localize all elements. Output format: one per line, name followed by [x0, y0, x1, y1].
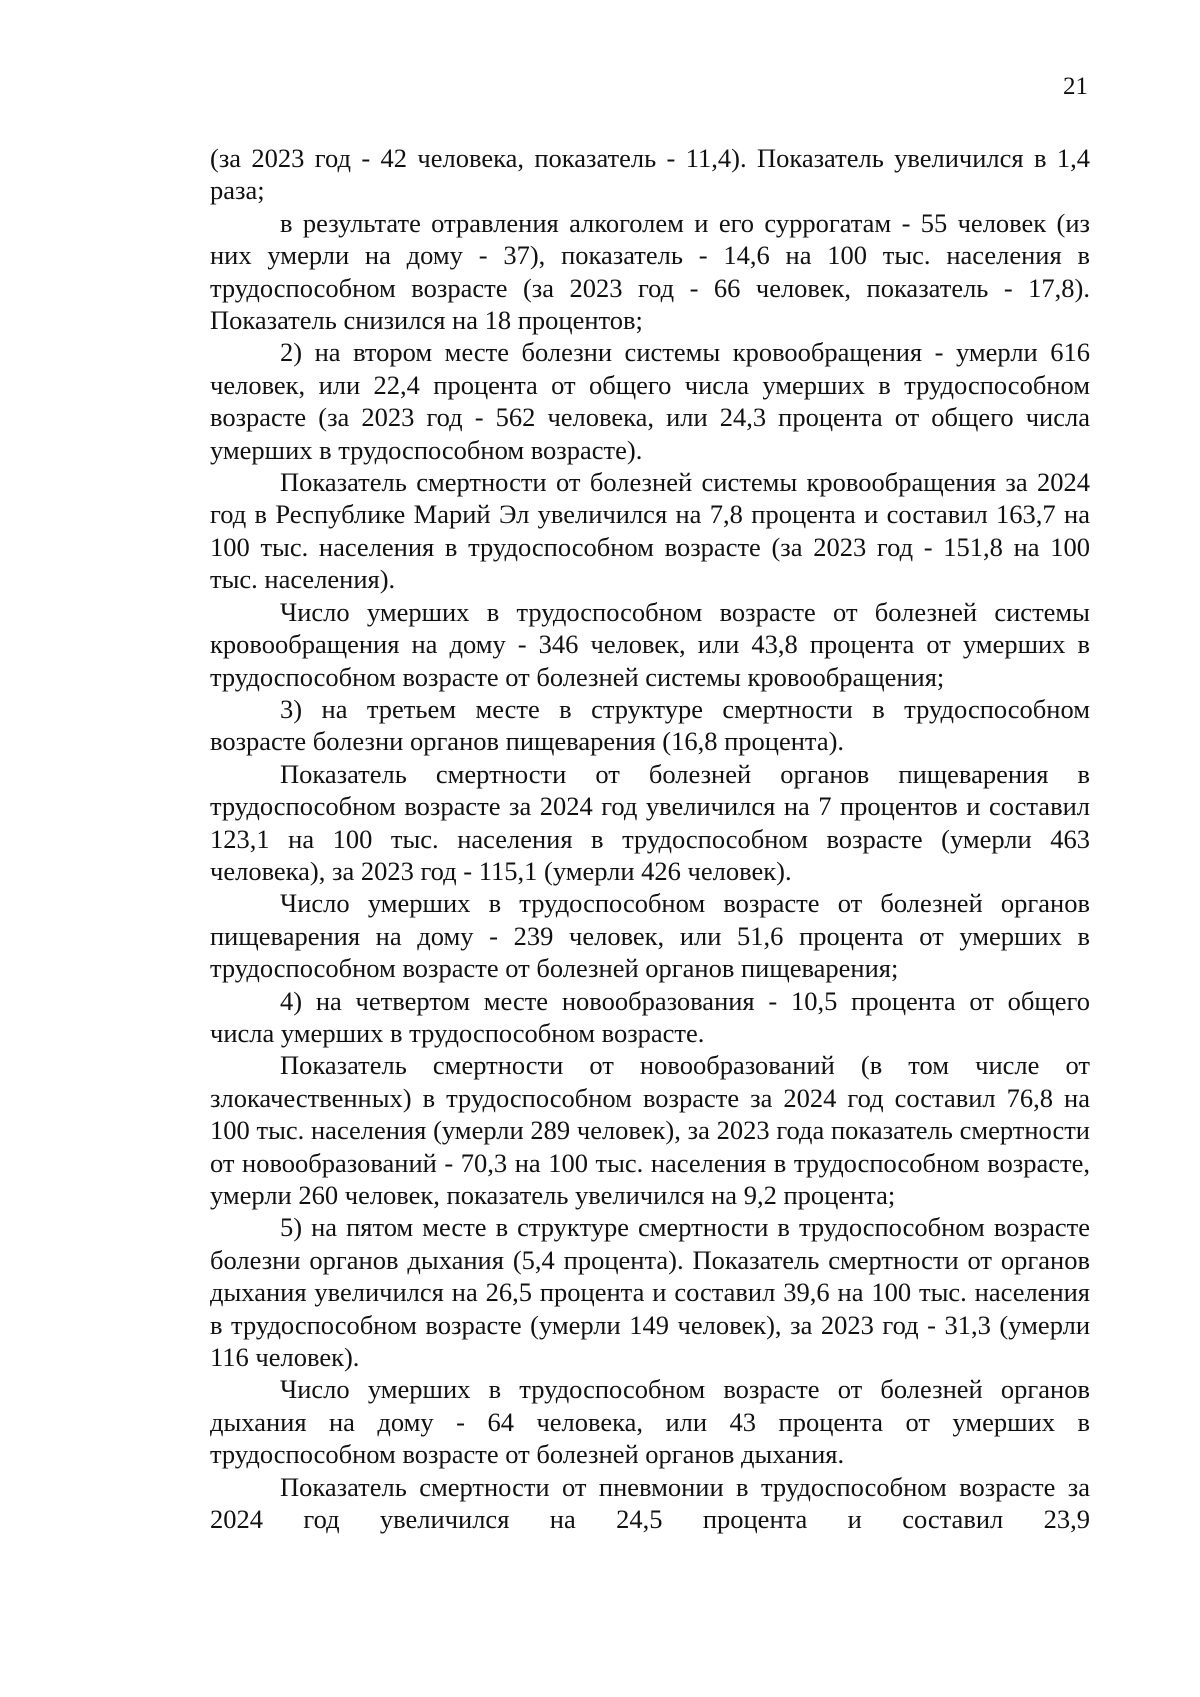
paragraph-11: 5) на пятом месте в структуре смертности в трудоспособном возрасте болезни органов дыхания (5,4 процента). Показатель смертности от органов дыхания увеличился на 26,5 процента и составил 39,6 на 100 тыс. населения в трудоспособном возрасте (умерли 149 человек), за 2023 год - 31,3 (умерли 116 человек). [210, 1212, 1090, 1373]
paragraph-1: (за 2023 год - 42 человека, показатель - 11,4). Показатель увеличился в 1,4 раза; [210, 143, 1090, 206]
paragraph-13: Показатель смертности от пневмонии в трудоспособном возрасте за 2024 год увеличился на 24,5 процента и составил 23,9 [210, 1471, 1090, 1535]
paragraph-10: Показатель смертности от новообразований (в том числе от злокачественных) в трудоспособном возрасте за 2024 год составил 76,8 на 100 тыс. населения (умерли 289 человек), за 2023 года показатель смертности от новообразований - 70,3 на 100 тыс. населения в трудоспособном возрасте, умерли 260 человек, показатель увеличился на 9,2 процента; [210, 1050, 1090, 1210]
paragraph-7: Показатель смертности от болезней органов пищеварения в трудоспособном возрасте за 2024 год увеличился на 7 процентов и составил 123,1 на 100 тыс. населения в трудоспособном возрасте (умерли 463 человека), за 2023 год - 115,1 (умерли 426 человек). [210, 758, 1090, 886]
paragraph-4: Показатель смертности от болезней системы кровообращения за 2024 год в Республике Марий Эл увеличился на 7,8 процента и составил 163,7 на 100 тыс. населения в трудоспособном возрасте (за 2023 год - 151,8 на 100 тыс. населения). [210, 467, 1090, 595]
paragraph-3: 2) на втором месте болезни системы кровообращения - умерли 616 человек, или 22,4 процента от общего числа умерших в трудоспособном возрасте (за 2023 год - 562 человека, или 24,3 процента от общего числа умерших в трудоспособном возрасте). [210, 337, 1090, 465]
document-body [210, 142, 1090, 1535]
paragraph-8: Число умерших в трудоспособном возрасте от болезней органов пищеварения на дому - 239 человек, или 51,6 процента от умерших в трудоспособном возрасте от болезней органов пищеварения; [210, 888, 1090, 984]
paragraph-12: Число умерших в трудоспособном возрасте от болезней органов дыхания на дому - 64 человека, или 43 процента от умерших в трудоспособном возрасте от болезней органов дыхания. [210, 1374, 1090, 1470]
paragraph-9: 4) на четвертом месте новообразования - 10,5 процента от общего числа умерших в трудоспособном возрасте. [210, 985, 1090, 1048]
paragraph-6: 3) на третьем месте в структуре смертности в трудоспособном возрасте болезни органов пищеварения (16,8 процента). [210, 693, 1090, 757]
paragraph-2: в результате отравления алкоголем и его суррогатам - 55 человек (из них умерли на дому - 37), показатель - 14,6 на 100 тыс. населения в трудоспособном возрасте (за 2023 год - 66 человек, показатель - 17,8). Показатель снизился на 18 процентов; [210, 207, 1090, 336]
paragraph-5: Число умерших в трудоспособном возрасте от болезней системы кровообращения на дому - 346 человек, или 43,8 процента от умерших в трудоспособном возрасте от болезней системы кровообращения; [210, 596, 1090, 692]
page-number: 21 [1063, 73, 1088, 100]
